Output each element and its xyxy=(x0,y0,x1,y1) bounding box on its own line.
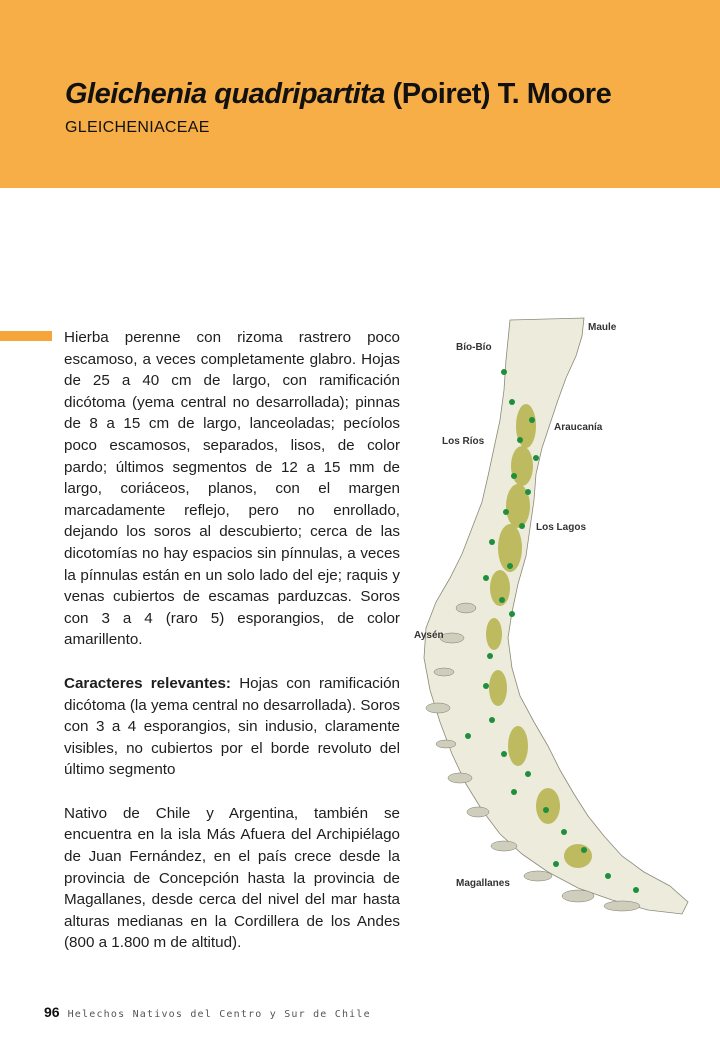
species-name: Gleichenia quadripartita xyxy=(65,78,385,110)
page-number: 96 xyxy=(44,1004,60,1020)
relevant-characters-paragraph xyxy=(64,673,400,781)
relevant-characters-label: Caracteres relevantes: xyxy=(64,674,231,692)
region-label-magallanes: Magallanes xyxy=(456,878,510,889)
map-land xyxy=(424,318,688,914)
page-title xyxy=(65,78,611,111)
distribution-map xyxy=(408,316,698,916)
region-label-los-lagos: Los Lagos xyxy=(536,522,587,533)
relevant-characters-text: Hojas con ramificación dicótoma (la yema central no desarrollada). Soros con 3 a 4 esporangios, sin indusio, claramente visibles, no cubiertos por el borde revoluto del último segmento xyxy=(64,674,400,779)
region-label-araucania: Araucanía xyxy=(554,422,603,433)
description-paragraph: Hierba perenne con rizoma rastrero poco escamoso, a veces completamente glabro. Hojas de 25 a 40 cm de largo, con ramificación dicótoma (yema central no desarrollada); pinnas de 8 a 15 cm de largo, lanceoladas; pecíolos poco escamosos, separados, lisos, de color pardo; últimos segmentos de 12 a 15 mm de largo, coriáceos, planos, con el margen marcadamente reflejo, pero no enrollado, dejando los soros al descubierto; cerca de las dicotomías no hay espacios sin pínnulas, a veces la pínnulas están en un solo lado del eje; raquis y venas cubiertos de escamas parduzcas. Soros con 3 a 4 (raro 5) esporangios, de color amarillento. xyxy=(64,329,400,649)
distribution-paragraph: Nativo de Chile y Argentina, también se encuentra en la isla Más Afuera del Archipiélago de Juan Fernández, en el país crece desde la provincia de Concepción hasta la provincia de Magallanes, desde cerca del nivel del mar hasta alturas medianas en la Cordillera de los Andes (800 a 1.800 m de altitud). xyxy=(64,804,400,952)
region-label-maule: Maule xyxy=(588,322,617,333)
region-label-aysen: Aysén xyxy=(414,630,444,641)
section-marker xyxy=(0,331,52,341)
family-name: GLEICHENIACEAE xyxy=(65,119,210,136)
region-label-bio-bio: Bío-Bío xyxy=(456,342,492,353)
book-title: Helechos Nativos del Centro y Sur de Chile xyxy=(67,1009,371,1020)
page-footer xyxy=(44,1004,371,1020)
species-author: (Poiret) T. Moore xyxy=(392,78,612,110)
region-label-los-rios: Los Ríos xyxy=(442,436,485,447)
text-column xyxy=(64,327,400,976)
